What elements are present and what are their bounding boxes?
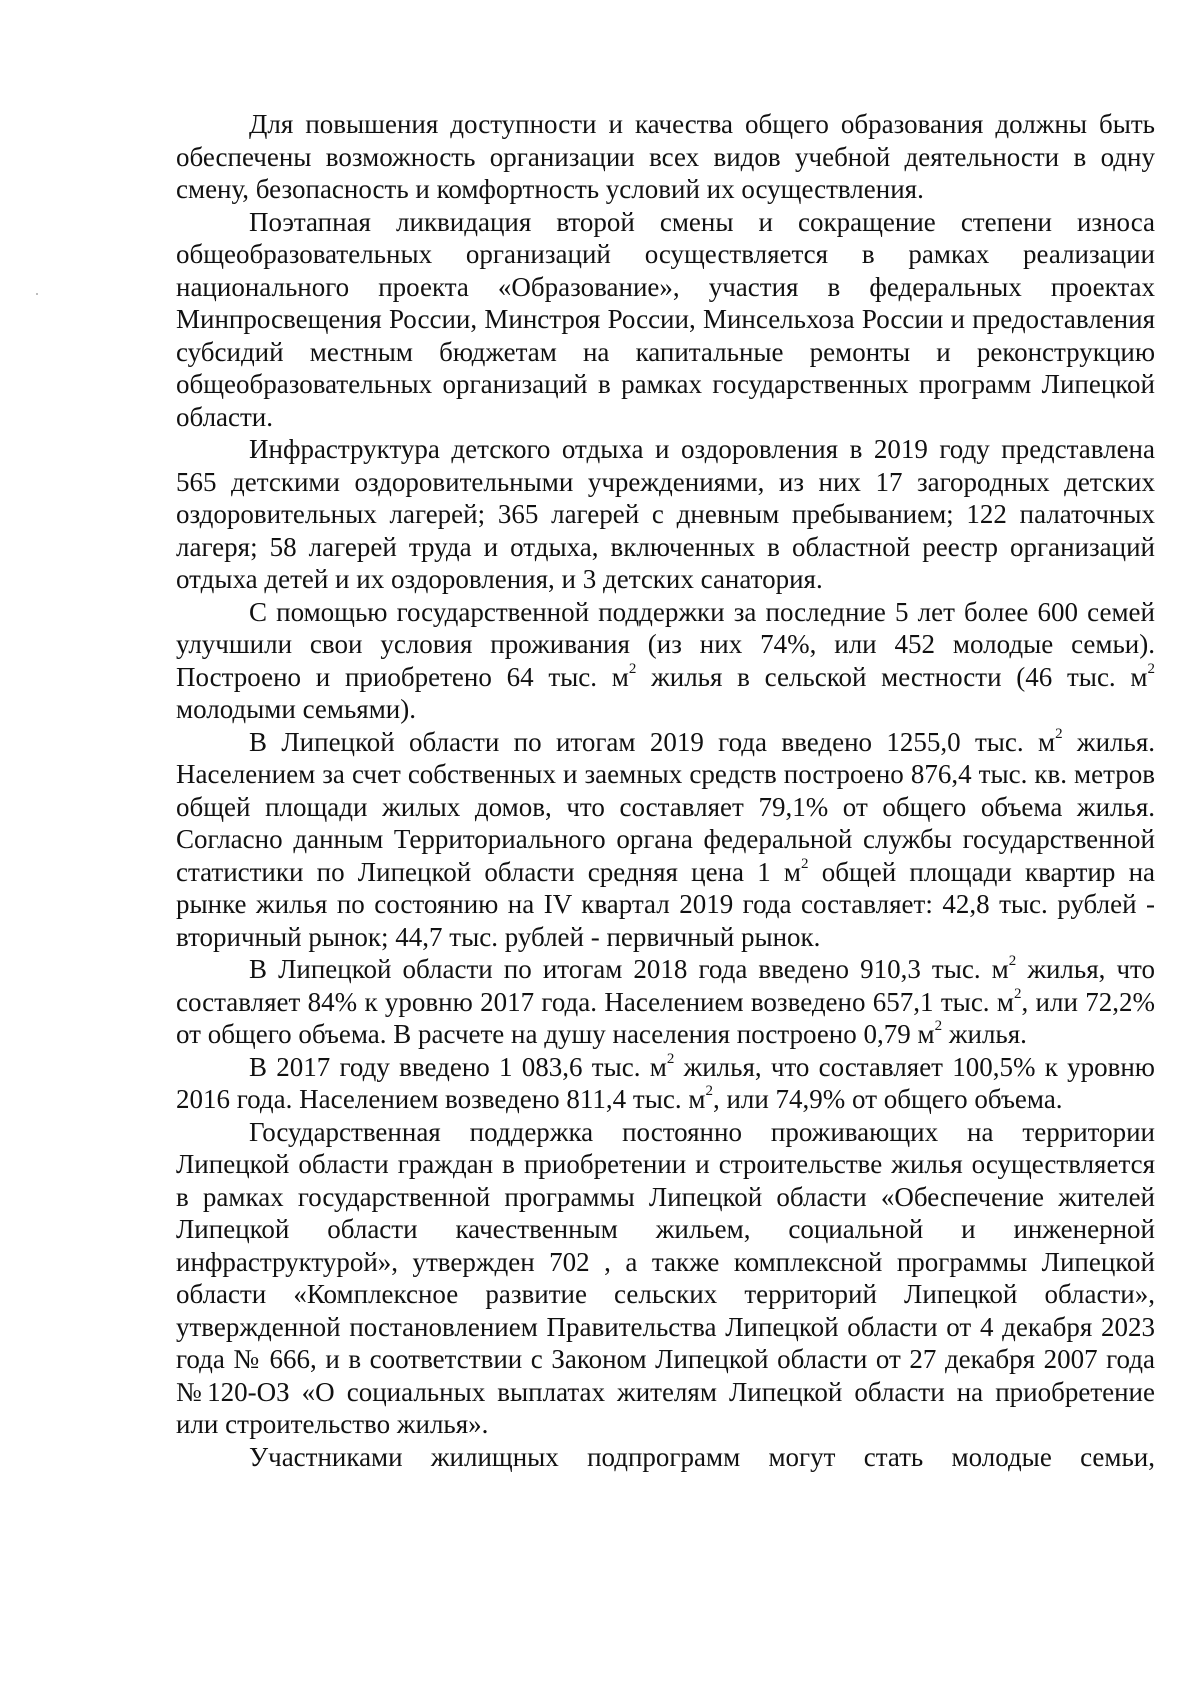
paragraph-general-education: Для повышения доступности и качества общего образования должны быть обеспечены возможность организации всех видов учебной деятельности в одну смену, безопасность и комфортность условий их осуществления. [176, 109, 1155, 204]
paragraph-text-segment: В Липецкой области по итогам 2018 года введено 910,3 тыс. м [249, 954, 1009, 984]
paragraph-text-segment: жилья. [942, 1019, 1027, 1049]
square-meter-superscript: 2 [1008, 953, 1017, 969]
paragraph-state-support-families [176, 596, 1155, 726]
square-meter-superscript: 2 [666, 1050, 675, 1067]
square-meter-superscript: 2 [801, 855, 809, 872]
paragraph-text-segment: общей площади квартир на рынке жилья по состоянию на IV квартал 2019 года составляет: 42,8 тыс. рублей - вторичный рынок; 44,7 тыс. рублей - первичный рынок. [176, 856, 1155, 952]
square-meter-superscript: 2 [1055, 725, 1063, 742]
square-meter-superscript: 2 [705, 1083, 713, 1099]
paragraph-text-segment: , или 74,9% от общего объема. [712, 1084, 1063, 1114]
paragraph-text-segment: жилья в сельской местности (46 тыс. м [636, 661, 1148, 692]
paragraph-text-segment: жилья. Населением за счет собственных и заемных средств построено 876,4 тыс. кв. метров общей площади жилых домов, что составляет 79,1% от общего объема жилья. Согласно данным Территориального органа федеральной службы государственной статистики по Липецкой области средняя цена 1 м [176, 726, 1155, 887]
document-body [176, 108, 1155, 1473]
paragraph-text-segment: жилья, что составляет 100,5% к уровню 2016 года. Населением возведено 811,4 тыс. м [176, 1051, 1155, 1114]
paragraph-text-segment: С помощью государственной поддержки за последние 5 лет более 600 семей улучшили свои условия проживания (из них 74%, или 452 молодые семьи). Построено и приобретено 64 тыс. м [176, 596, 1155, 692]
paragraph-second-shift-elimination: Поэтапная ликвидация второй смены и сокращение степени износа общеобразовательных организаций осуществляется в рамках реализации национального проекта «Образование», участия в федеральных проектах Минпросвещения России, Минстроя России, Минсельхоза России и предоставления субсидий местным бюджетам на капитальные ремонты и реконструкцию общеобразовательных организаций в рамках государственных программ Липецкой области. [176, 206, 1155, 432]
square-meter-superscript: 2 [628, 660, 637, 677]
paragraph-text-segment: жилья, что составляет 84% к уровню 2017 года. Населением возведено 657,1 тыс. м [176, 954, 1155, 1017]
paragraph-housing-2018 [176, 953, 1155, 1051]
square-meter-superscript: 2 [1013, 985, 1022, 1002]
paragraph-housing-subprogram-participants: Участниками жилищных подпрограмм могут стать молодые семьи, [249, 1441, 1155, 1472]
paragraph-text-segment: молодыми семьями). [176, 694, 416, 724]
paragraph-text-segment: В 2017 году введено 1 083,6 тыс. м [249, 1051, 667, 1082]
paragraph-text-segment: В Липецкой области по итогам 2019 года введено 1255,0 тыс. м [249, 726, 1056, 757]
scan-artifact-dot [36, 293, 38, 295]
paragraph-text-segment: , или 72,2% от общего объема. В расчете на душу населения построено 0,79 м [176, 986, 1155, 1049]
paragraph-state-housing-programs: Государственная поддержка постоянно проживающих на территории Липецкой области граждан в приобретении и строительстве жилья осуществляется в рамках государственной программы Липецкой области «Обеспечение жителей Липецкой области качественным жильем, социальной и инженерной инфраструктурой», утвержден 702 , а также комплексной программы Липецкой области «Комплексное развитие сельских территорий Липецкой области», утвержденной постановлением Правительства Липецкой области от 4 декабря 2023 года № 666, и в соответствии с Законом Липецкой области от 27 декабря 2007 года №120-ОЗ «О социальных выплатах жителям Липецкой области на приобретение или строительство жилья». [176, 1116, 1155, 1439]
paragraph-housing-2017 [176, 1051, 1155, 1116]
paragraph-housing-2019 [176, 726, 1155, 954]
square-meter-superscript: 2 [1147, 660, 1156, 677]
square-meter-superscript: 2 [934, 1018, 943, 1034]
paragraph-children-recreation: Инфраструктура детского отдыха и оздоровления в 2019 году представлена 565 детскими оздоровительными учреждениями, из них 17 загородных детских оздоровительных лагерей; 365 лагерей с дневным пребыванием; 122 палаточных лагеря; 58 лагерей труда и отдыха, включенных в областной реестр организаций отдыха детей и их оздоровления, и 3 детских санатория. [176, 434, 1155, 594]
